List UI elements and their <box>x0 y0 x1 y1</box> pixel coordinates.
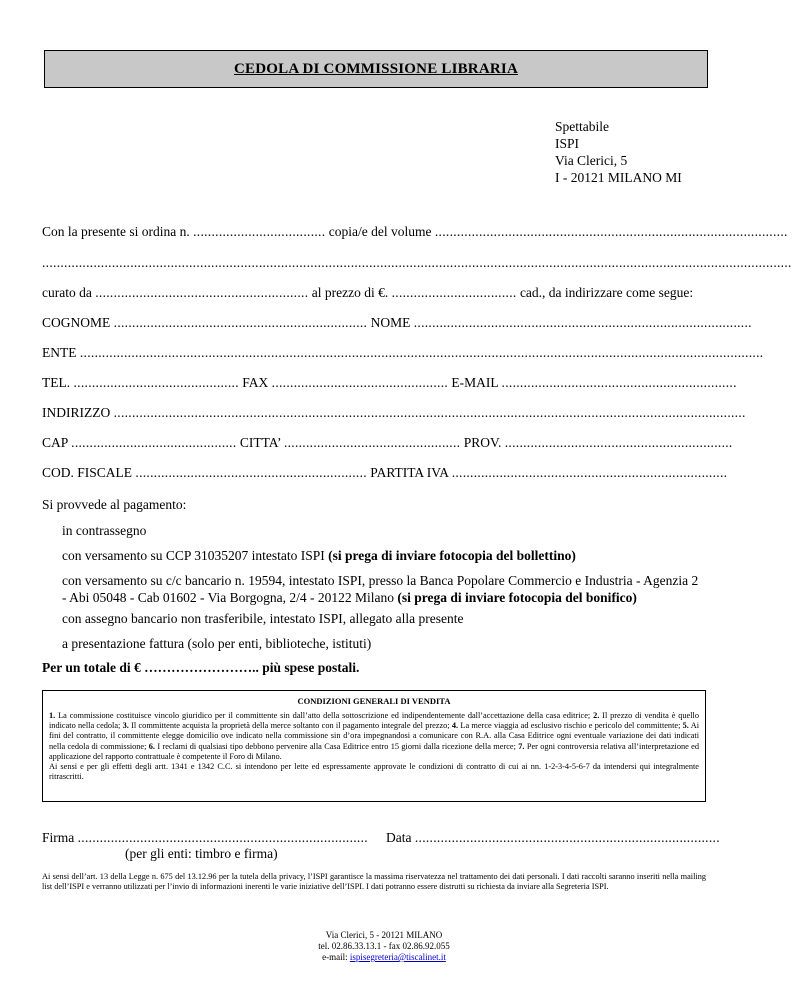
address-line: I - 20121 MILANO MI <box>555 170 682 185</box>
address-line: Via Clerici, 5 <box>555 153 628 168</box>
conditions-title: CONDIZIONI GENERALI DI VENDITA <box>297 696 451 706</box>
clause-text: Per ogni controversia relativa all’interpretazione ed applicazione del rapporto contrattuale è competente il Foro di Milano. <box>49 741 699 761</box>
clause-text: Il committente acquista la proprietà della merce soltanto con il pagamento integrale del prezzo; <box>128 721 452 731</box>
payment-option-label: con versamento su CCP 31035207 intestato ISPI <box>62 548 329 563</box>
data-label: Data <box>386 830 412 845</box>
conditions-text <box>49 711 699 762</box>
nome-label: NOME <box>370 315 411 330</box>
clause-text: La commissione costituisce vincolo giuridico per il committente sin dall’atto della sottoscrizione ed indipendentemente dall’accettazione della casa editrice; <box>55 711 594 720</box>
footer <box>0 930 768 963</box>
email-label: E-MAIL <box>451 375 499 390</box>
signature-row <box>42 830 368 846</box>
curator-label: curato da <box>42 285 92 300</box>
total-label: Per un totale di € <box>42 660 141 675</box>
citta-label: CITTA’ <box>239 435 281 450</box>
payment-option-label: con assegno bancario non trasferibile, intestato ISPI, allegato alla presente <box>62 611 464 626</box>
citta-field[interactable]: ................................................ <box>283 435 461 450</box>
cap-field[interactable]: ............................................. <box>71 435 237 450</box>
page-title: CEDOLA DI COMMISSIONE LIBRARIA <box>234 60 518 77</box>
cod-fiscale-label: COD. FISCALE <box>42 465 133 480</box>
price-field[interactable]: .................................. <box>391 285 517 300</box>
shipping-note: cad., da indirizzare come segue: <box>519 285 694 300</box>
payment-option-check[interactable] <box>62 610 702 627</box>
clause-number: 5. <box>682 721 689 731</box>
nome-field[interactable]: ............................................................................................ <box>413 315 752 330</box>
email-field[interactable]: ................................................................ <box>501 375 737 390</box>
payment-heading: Si provvede al pagamento: <box>42 497 187 512</box>
total-field[interactable]: …………………….. <box>144 660 259 675</box>
fax-label: FAX <box>242 375 269 390</box>
firma-field[interactable]: ............................................................................... <box>77 830 368 845</box>
contact-line <box>42 375 737 391</box>
recipient-address <box>555 118 682 186</box>
fax-field[interactable]: ................................................ <box>271 375 449 390</box>
payment-option-label: a presentazione fattura (solo per enti, biblioteche, istituti) <box>62 636 372 651</box>
payment-option-note: (si prega di inviare fotocopia del bollettino) <box>328 548 576 563</box>
clause-number: 3. <box>122 721 129 731</box>
clause-number: 2. <box>593 711 600 720</box>
location-line <box>42 435 733 451</box>
partita-iva-label: PARTITA IVA <box>370 465 449 480</box>
firma-label: Firma <box>42 830 75 845</box>
clause-text: I reclami di qualsiasi tipo debbono pervenire alla Casa Editrice entro 15 giorni dalla ricezione della merce; <box>155 741 519 751</box>
address-line: Spettabile <box>555 119 609 134</box>
footer-email-link[interactable]: ispisegreteria@tiscalinet.it <box>349 952 446 962</box>
conditions-approval: Ai sensi e per gli effetti degli artt. 1341 e 1342 C.C. si intendono per lette ed espressamente approvate le condizioni di contratto di cui ai nn. 1-2-3-4-5-6-7 da intendersi qui integralmente ritrascritti. <box>49 762 699 782</box>
volume-field-continued[interactable]: ............................................................................................................................................................................................................ <box>42 255 792 270</box>
cod-fiscale-field[interactable]: ............................................................... <box>135 465 367 480</box>
clause-number: 7. <box>518 741 525 751</box>
payment-option-note: (si prega di inviare fotocopia del bonifico) <box>397 590 637 605</box>
clause-number: 4. <box>451 721 459 731</box>
tel-field[interactable]: ............................................. <box>73 375 239 390</box>
footer-email-label: e-mail: <box>322 952 350 962</box>
cognome-field[interactable]: ..................................................................... <box>113 315 368 330</box>
clause-number: 6. <box>148 741 156 751</box>
total-suffix: più spese postali. <box>262 660 360 675</box>
privacy-notice: Ai sensi dell’art. 13 della Legge n. 675 del 13.12.96 per la tutela della privacy, l’ISPI garantisce la massima riservatezza nel trattamento dei dati personali. I dati raccolti saranno inseriti nella mailing list dell’ISPI e verranno utilizzati per l’invio di informazioni inerenti le varie iniziative dell’ISPI. I dati potranno essere distrutti su richiesta da inviare alla Segreteria ISPI. <box>42 872 706 892</box>
clause-text: La merce viaggia ad esclusivo rischio e pericolo del committente; <box>458 721 683 731</box>
indirizzo-line <box>42 405 746 421</box>
curator-field[interactable]: .......................................................... <box>95 285 309 300</box>
tel-label: TEL. <box>42 375 71 390</box>
footer-address: Via Clerici, 5 - 20121 MILANO <box>325 930 443 940</box>
prov-field[interactable]: .............................................................. <box>504 435 733 450</box>
title-banner <box>44 50 708 88</box>
footer-email-line <box>0 952 768 963</box>
ente-field[interactable]: .......................................................................................................................................................................................... <box>79 345 764 360</box>
payment-option-label: con versamento su c/c bancario n. 19594, intestato ISPI, presso la Banca Popolare Commercio e Industria - Agenzia 2 - Abi 05048 - Cab 01602 - Via Borgogna, 2/4 - 20122 Milano <box>62 573 699 605</box>
cognome-label: COGNOME <box>42 315 111 330</box>
date-row <box>386 830 720 846</box>
quantity-field[interactable]: .................................... <box>193 224 326 239</box>
payment-option-ccp[interactable] <box>62 547 702 564</box>
volume-field[interactable]: ................................................................................................ <box>434 224 788 239</box>
indirizzo-field[interactable]: ............................................................................................................................................................................ <box>113 405 746 420</box>
clause-number: 1. <box>49 711 56 720</box>
ente-label: ENTE <box>42 345 77 360</box>
total-line <box>42 660 359 676</box>
prov-label: PROV. <box>463 435 502 450</box>
address-line: ISPI <box>555 136 580 151</box>
price-label: al prezzo di €. <box>311 285 389 300</box>
partita-iva-field[interactable]: ........................................................................... <box>451 465 728 480</box>
firma-note: (per gli enti: timbro e firma) <box>125 846 278 861</box>
ente-line <box>42 345 764 361</box>
clause-text: Il prezzo di vendita è quello indicato nella cedola; <box>49 711 699 731</box>
curator-price-line <box>42 285 700 301</box>
volume-label: copia/e del volume <box>328 224 432 239</box>
name-line <box>42 315 752 331</box>
order-quantity-line <box>42 224 788 240</box>
volume-continuation-line <box>42 255 792 271</box>
cap-label: CAP <box>42 435 68 450</box>
indirizzo-label: INDIRIZZO <box>42 405 111 420</box>
footer-phone: tel. 02.86.33.13.1 - fax 02.86.92.055 <box>318 941 450 951</box>
payment-option-bank-transfer[interactable] <box>62 572 702 606</box>
order-intro-label: Con la presente si ordina n. <box>42 224 190 239</box>
cod-fiscale-partita-iva-line <box>42 465 728 481</box>
payment-option-invoice[interactable] <box>62 635 702 652</box>
data-field[interactable]: ................................................................................... <box>414 830 720 845</box>
clause-text: Ai fini del contratto, il committente elegge domicilio ove indicato nella commissione sin d’ora impegnandosi a comunicare con R.A. alla Casa Editrice ogni eventuale variazione dei dati indicati nella cedola di commissione; <box>49 721 700 751</box>
conditions-box <box>42 690 706 802</box>
payment-option-cod[interactable] <box>62 522 702 539</box>
payment-option-label: in contrassegno <box>62 523 147 538</box>
